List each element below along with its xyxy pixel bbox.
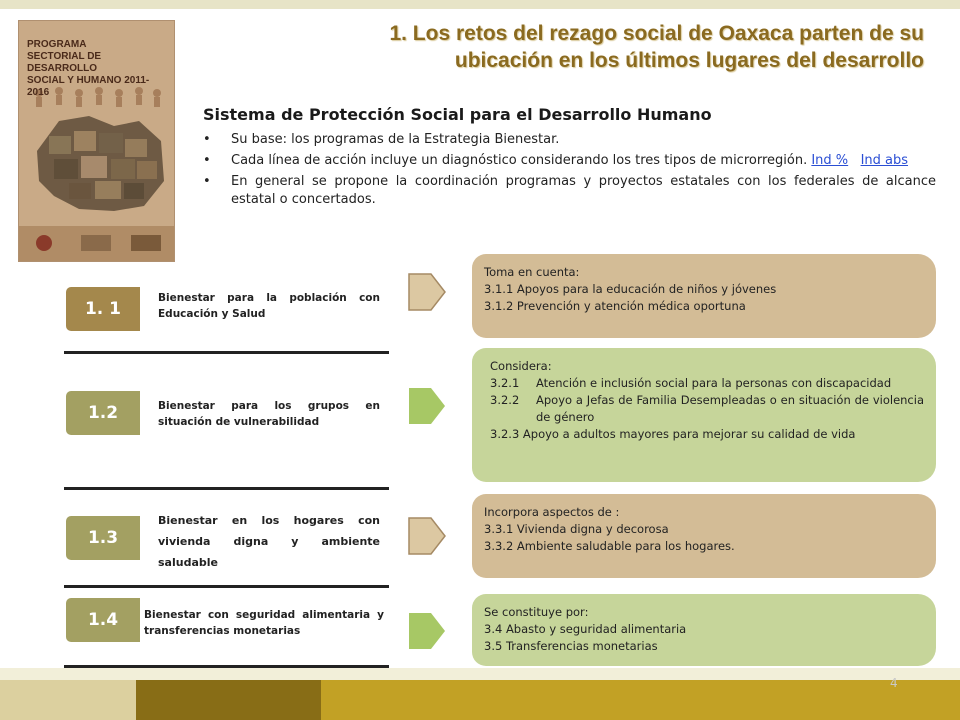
slide-title-line2: ubicación en los últimos lugares del desarrollo xyxy=(454,49,924,72)
label-line-1-4: Bienestar con seguridad alimentaria y transferencias monetarias xyxy=(144,609,384,637)
slide-title xyxy=(204,20,924,74)
box-item: 3.3.1 Vivienda digna y decorosa xyxy=(484,522,669,536)
bullet-text: Su base: los programas de la Estrategia Bienestar. xyxy=(231,132,560,147)
label-line-1-3: Bienestar en los hogares con vivienda digna y ambiente saludable xyxy=(158,514,380,569)
label-line-1-2: Bienestar para los grupos en situación de vulnerabilidad xyxy=(158,400,380,428)
box-heading: Toma en cuenta: xyxy=(484,265,580,279)
box-item: 3.5 Transferencias monetarias xyxy=(484,639,658,653)
item-text: Apoyo a Jefas de Familia Desempleadas o en situación de violencia de género xyxy=(536,393,924,424)
chevron-right-icon xyxy=(407,272,447,312)
box-heading: Se constituye por: xyxy=(484,605,589,619)
label-line-1-1: Bienestar para la población con Educación y Salud xyxy=(158,292,380,320)
box-item: 3.1.2 Prevención y atención médica oportuna xyxy=(484,299,746,313)
bullet-list xyxy=(203,131,936,212)
box-item: 3.1.1 Apoyos para la educación de niños y jóvenes xyxy=(484,282,777,296)
chevron-right-icon xyxy=(407,386,447,426)
bullet-item xyxy=(203,173,936,209)
chevron-right-icon xyxy=(407,516,447,556)
badge-line-1-4: 1.4 xyxy=(66,598,140,642)
footer-bar-middle xyxy=(136,680,321,720)
badge-line-1-2: 1.2 xyxy=(66,391,140,435)
program-cover-image xyxy=(18,20,175,262)
box-heading: Considera: xyxy=(490,359,552,373)
cover-title: PROGRAMA SECTORIAL DE DESARROLLO SOCIAL Y HUMANO 2011-2016 xyxy=(27,39,150,98)
divider-rule xyxy=(64,351,389,354)
slide-title-line1: 1. Los retos del rezago social de Oaxaca parten de su xyxy=(389,22,924,45)
bullet-item xyxy=(203,131,936,149)
box-item: 3.4 Abasto y seguridad alimentaria xyxy=(484,622,687,636)
ind-percent-link[interactable]: Ind % xyxy=(811,153,849,168)
item-text: Atención e inclusión social para la personas con discapacidad xyxy=(536,376,892,390)
footer-bar-left xyxy=(0,680,136,720)
box-heading: Incorpora aspectos de : xyxy=(484,505,620,519)
detail-box-1-3 xyxy=(472,494,936,578)
box-item: 3.2.3 Apoyo a adultos mayores para mejorar su calidad de vida xyxy=(490,427,856,441)
detail-box-1-4 xyxy=(472,594,936,666)
top-strip xyxy=(0,0,960,9)
divider-rule xyxy=(64,487,389,490)
box-item xyxy=(484,392,924,426)
ind-abs-link[interactable]: Ind abs xyxy=(860,153,909,168)
item-number: 3.2.2 xyxy=(490,393,520,407)
bullet-item xyxy=(203,152,936,170)
item-number: 3.2.1 xyxy=(490,376,520,390)
box-item: 3.3.2 Ambiente saludable para los hogares. xyxy=(484,539,735,553)
page-number: 4 xyxy=(890,676,898,690)
bullet-text: Cada línea de acción incluye un diagnóstico considerando los tres tipos de microrregión. xyxy=(231,153,808,168)
detail-box-1-2 xyxy=(472,348,936,482)
badge-line-1-3: 1.3 xyxy=(66,516,140,560)
slide-subtitle: Sistema de Protección Social para el Desarrollo Humano xyxy=(203,105,712,124)
divider-rule xyxy=(64,585,389,588)
detail-box-1-1 xyxy=(472,254,936,338)
bullet-text: En general se propone la coordinación programas y proyectos estatales con los federales de alcance estatal o concertados. xyxy=(231,174,936,207)
chevron-right-icon xyxy=(407,611,447,651)
footer-band-light xyxy=(0,668,960,680)
box-item xyxy=(484,375,924,392)
badge-line-1-1: 1. 1 xyxy=(66,287,140,331)
